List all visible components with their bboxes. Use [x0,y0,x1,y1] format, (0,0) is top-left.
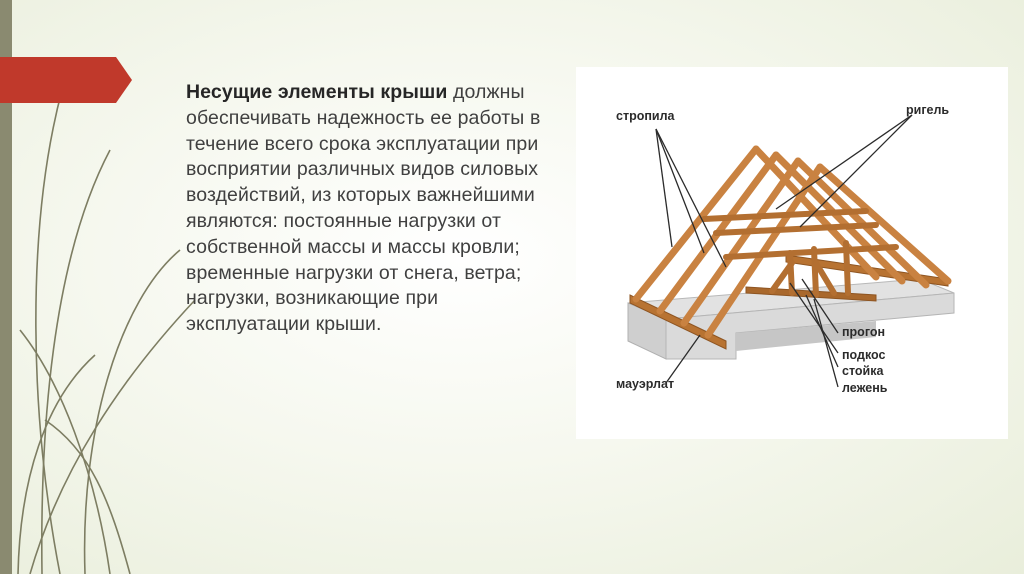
label-wall-plate: мауэрлат [616,377,675,391]
label-strut: подкос [842,348,886,362]
slide-heading: Несущие элементы крыши [186,81,448,103]
label-post: стойка [842,364,884,378]
slide-paragraph: должны обеспечивать надежность ее работы в течение всего срока эксплуатации при восприятии различных видов силовых воздействий, из которых важнейшими являются: постоянные нагрузки от собственной массы и массы кровли; временные нагрузки от снега, ветра; нагрузки, возникающие при эксплуатации крыши. [186,81,541,336]
accent-arrow [0,57,132,103]
label-purlin: прогон [842,325,886,339]
label-rafters: стропила [616,109,675,123]
label-crossbar: ригель [906,103,950,117]
roof-diagram [576,67,1008,439]
slide-body-text [186,80,566,338]
label-sill: лежень [842,381,888,395]
